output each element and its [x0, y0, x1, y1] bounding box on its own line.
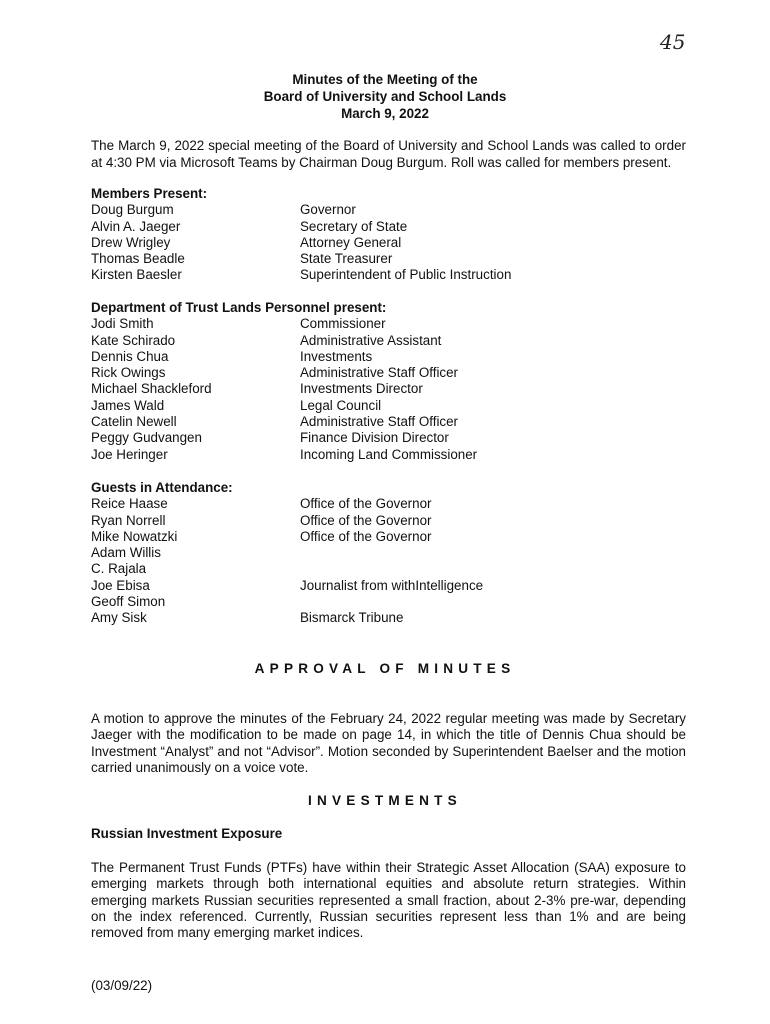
attendee-name: Michael Shackleford	[91, 381, 212, 397]
attendee-role: Attorney General	[300, 234, 402, 250]
attendee-role	[300, 561, 686, 577]
attendee-role: Governor	[300, 202, 356, 218]
investments-paragraph: The Permanent Trust Funds (PTFs) have within their Strategic Asset Allocation (SAA) exposure to emerging markets through both international equities and absolute return strategies. Within emerging markets Russian securities represented a small fraction, about 2-3% pre-war, depending on the index referenced. Currently, Russian securities represent less than 1% and are being removed from many emerging market indices.	[91, 860, 686, 941]
attendee-row	[91, 561, 686, 577]
attendee-row	[91, 316, 686, 332]
guests-list	[91, 496, 686, 626]
attendee-role: Journalist from withIntelligence	[300, 577, 484, 593]
members-list	[91, 202, 686, 283]
guests-section	[91, 480, 686, 627]
attendee-name: Adam Willis	[91, 545, 161, 561]
attendee-role: Investments Director	[300, 381, 423, 397]
attendee-row	[91, 235, 686, 251]
attendee-row	[91, 219, 686, 235]
attendee-row	[91, 496, 686, 512]
attendee-row	[91, 349, 686, 365]
attendee-row	[91, 267, 686, 283]
attendee-role: Office of the Governor	[300, 528, 432, 544]
attendee-name: Catelin Newell	[91, 414, 177, 430]
attendee-name: Kirsten Baesler	[91, 267, 182, 283]
attendee-row	[91, 513, 686, 529]
title-line-2: Board of University and School Lands	[263, 89, 507, 104]
attendee-row	[91, 545, 686, 561]
attendee-row	[91, 365, 686, 381]
approval-heading: APPROVAL OF MINUTES	[254, 661, 516, 676]
attendee-row	[91, 251, 686, 267]
investments-heading: INVESTMENTS	[308, 793, 462, 808]
attendee-role: Administrative Assistant	[300, 332, 442, 348]
attendee-role: Legal Council	[300, 397, 382, 413]
attendee-name: Thomas Beadle	[91, 251, 185, 267]
attendee-role: Secretary of State	[300, 218, 408, 234]
attendee-role: Commissioner	[300, 316, 386, 332]
attendee-name: C. Rajala	[91, 561, 147, 577]
attendee-name: Amy Sisk	[91, 610, 147, 626]
intro-paragraph: The March 9, 2022 special meeting of the Board of University and School Lands was called to order at 4:30 PM via Microsoft Teams by Chairman Doug Burgum. Roll was called for members present.	[91, 138, 686, 170]
attendee-role: Administrative Staff Officer	[300, 365, 459, 381]
approval-paragraph: A motion to approve the minutes of the February 24, 2022 regular meeting was made by Secretary Jaeger with the modification to be made on page 14, in which the title of Dennis Chua should be Investment “Analyst” and not “Advisor”. Motion seconded by Superintendent Baelser and the motion carried unanimously on a voice vote.	[91, 711, 686, 775]
attendee-row	[91, 414, 686, 430]
attendee-name: James Wald	[91, 397, 165, 413]
attendee-row	[91, 594, 686, 610]
attendee-role: Office of the Governor	[300, 496, 432, 512]
attendee-name: Dennis Chua	[91, 348, 169, 364]
attendee-role: Superintendent of Public Instruction	[300, 267, 512, 283]
attendee-role	[300, 594, 686, 610]
attendee-row	[91, 381, 686, 397]
attendee-role: Office of the Governor	[300, 512, 432, 528]
attendee-name: Doug Burgum	[91, 202, 174, 218]
attendee-row	[91, 578, 686, 594]
personnel-section	[91, 300, 686, 463]
personnel-heading: Department of Trust Lands Personnel present:	[91, 300, 387, 315]
attendee-name: Alvin A. Jaeger	[91, 218, 181, 234]
guests-heading: Guests in Attendance:	[91, 480, 233, 495]
attendee-role	[300, 545, 686, 561]
attendee-row	[91, 202, 686, 218]
attendee-name: Joe Heringer	[91, 446, 168, 462]
attendee-name: Mike Nowatzki	[91, 528, 178, 544]
attendee-row	[91, 398, 686, 414]
attendee-role: Administrative Staff Officer	[300, 414, 459, 430]
footer-date: (03/09/22)	[91, 978, 153, 993]
attendee-row	[91, 430, 686, 446]
attendee-name: Joe Ebisa	[91, 577, 150, 593]
title-date: March 9, 2022	[341, 106, 429, 121]
attendee-name: Kate Schirado	[91, 332, 176, 348]
page-number: 45	[660, 30, 686, 54]
document-title	[0, 71, 770, 122]
attendee-name: Jodi Smith	[91, 316, 154, 332]
attendee-role: Investments	[300, 348, 373, 364]
attendee-row	[91, 447, 686, 463]
attendee-row	[91, 529, 686, 545]
attendee-name: Reice Haase	[91, 496, 168, 512]
attendee-name: Rick Owings	[91, 365, 166, 381]
attendee-name: Peggy Gudvangen	[91, 430, 202, 446]
title-line-1: Minutes of the Meeting of the	[292, 72, 478, 87]
attendee-role: Finance Division Director	[300, 430, 449, 446]
members-heading: Members Present:	[91, 186, 208, 201]
attendee-name: Drew Wrigley	[91, 234, 171, 250]
members-present-section	[91, 186, 686, 284]
personnel-list	[91, 316, 686, 463]
attendee-name: Geoff Simon	[91, 594, 166, 610]
attendee-row	[91, 333, 686, 349]
attendee-role: State Treasurer	[300, 251, 393, 267]
attendee-row	[91, 610, 686, 626]
attendee-name: Ryan Norrell	[91, 512, 166, 528]
attendee-role: Incoming Land Commissioner	[300, 446, 478, 462]
attendee-role: Bismarck Tribune	[300, 610, 404, 626]
russian-exposure-heading: Russian Investment Exposure	[91, 826, 283, 841]
